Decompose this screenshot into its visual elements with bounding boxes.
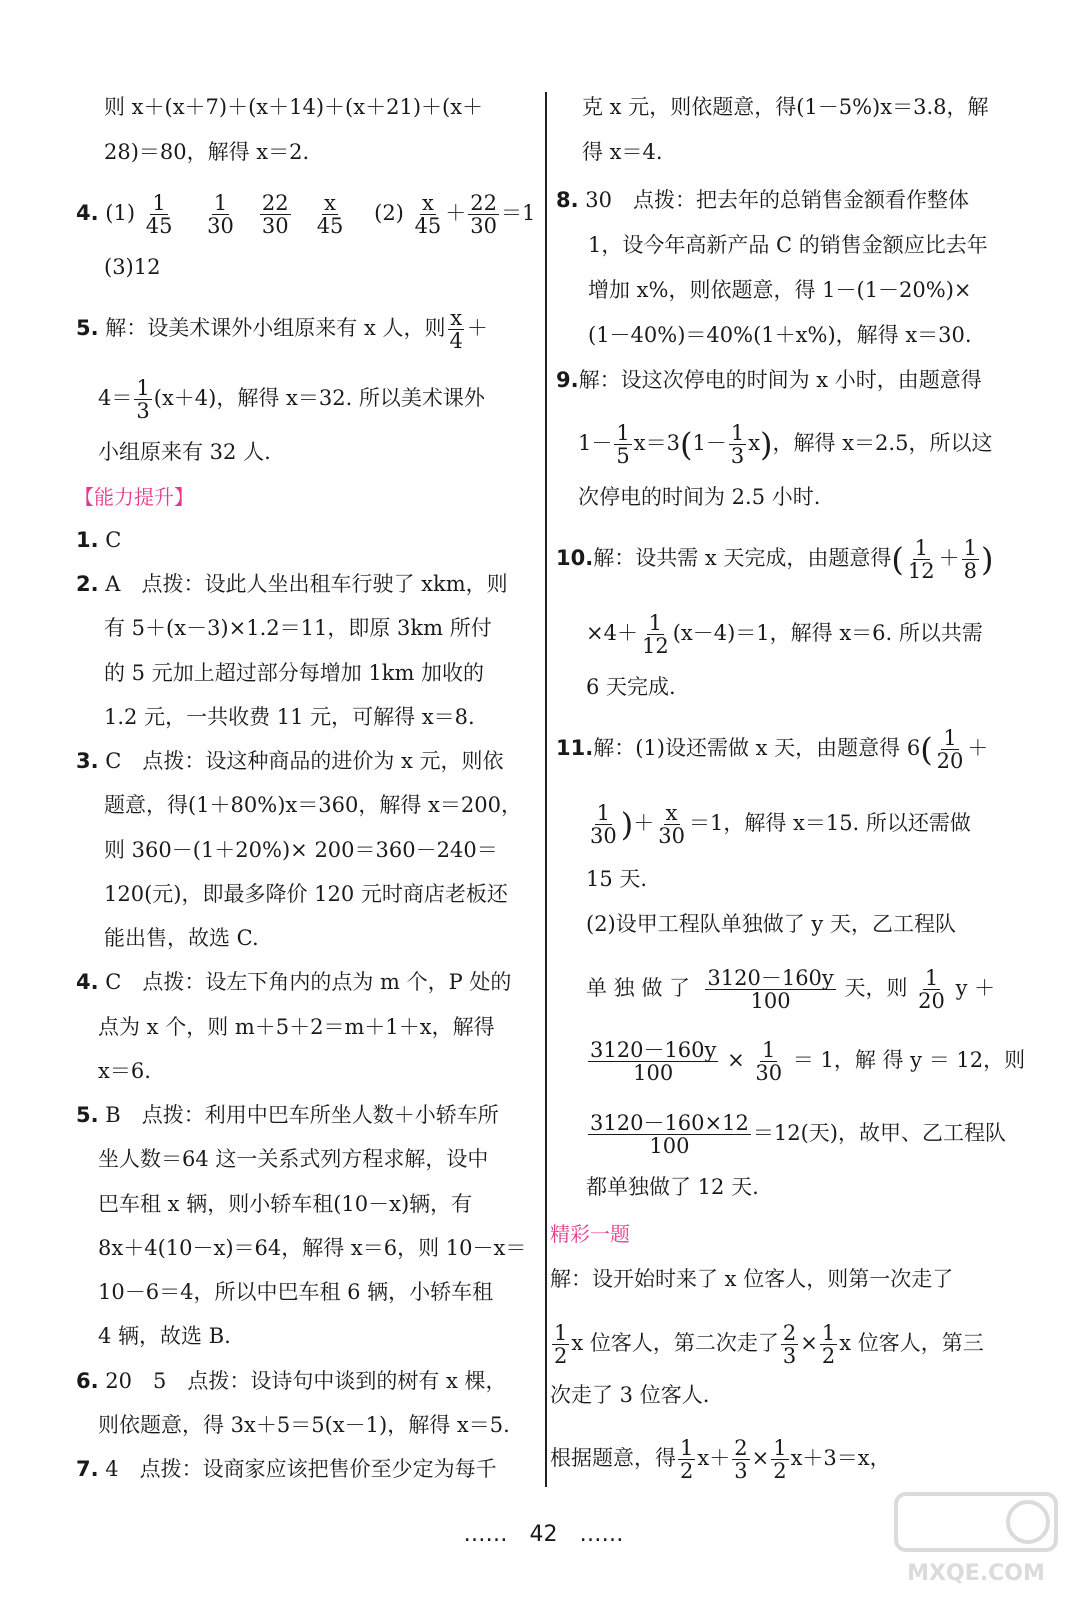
- text-line: 1，设今年高新产品 C 的销售金额应比去年: [588, 233, 988, 257]
- text-fragment: 天，则: [844, 976, 908, 1001]
- fraction: $\frac{x}{4}$: [449, 306, 463, 354]
- paren: (: [891, 540, 904, 579]
- question-number: 8.: [556, 188, 579, 212]
- answer-1: [76, 525, 121, 555]
- text-fragment: C 点拨：设这种商品的进价为 x 元，则依: [105, 749, 504, 773]
- question-number: 5.: [76, 1103, 99, 1127]
- fraction: $\frac{1}{5}$: [616, 421, 630, 469]
- text-fragment: 20 5 点拨：设诗句中谈到的树有 x 棵，: [105, 1369, 507, 1393]
- text-line: 6 天完成.: [586, 675, 676, 699]
- text-fragment: 1－: [578, 431, 613, 456]
- text-line: 都单独做了 12 天.: [586, 1175, 759, 1199]
- equation-line: [586, 1112, 1006, 1157]
- text-line: 坐人数＝64 这一关系式列方程求解，设中: [98, 1147, 489, 1171]
- equation-line: [550, 1322, 984, 1367]
- fraction: $\frac{1}{8}$: [963, 536, 977, 584]
- text-line: 15 天.: [586, 867, 648, 891]
- text-fragment: x＝3: [633, 431, 680, 456]
- question-number: 4.: [76, 201, 99, 226]
- text-line: (3)12: [104, 255, 161, 279]
- answer-10: [556, 537, 993, 582]
- paren: (: [920, 730, 933, 769]
- text-line: 则 360－(1＋20%)× 200＝360－240＝: [104, 838, 498, 862]
- text-line: (2)设甲工程队单独做了 y 天，乙工程队: [586, 912, 956, 936]
- fraction: $\frac{2}{3}$: [734, 1436, 748, 1484]
- text-line: 解：设美术课外小组原来有 x 人，则: [105, 316, 446, 341]
- answer-2: [76, 569, 508, 599]
- equation-line: [550, 1437, 891, 1482]
- answer-11: [556, 727, 988, 772]
- text-fragment: x 位客人，第三: [839, 1331, 984, 1356]
- fraction: $\frac{1}{3}$: [136, 376, 150, 424]
- question-number: 10.: [556, 546, 594, 571]
- fraction: $\frac{1}{12}$: [641, 611, 669, 659]
- answer-7: [76, 1454, 497, 1484]
- text-line: [550, 1264, 953, 1294]
- text-fragment: x＋3＝x，: [790, 1446, 891, 1471]
- text-fragment: 单 独 做 了: [586, 976, 691, 1001]
- fraction: $\frac{1}{20}$: [918, 966, 945, 1014]
- plus-sign: ＋: [633, 811, 655, 836]
- fraction: $\frac{1}{45}$: [145, 191, 173, 239]
- fraction: $\frac{x}{30}$: [658, 801, 685, 849]
- plus-sign: ＋: [466, 316, 488, 341]
- text-line: (1－40%)＝40%(1＋x%)，解得 x＝30.: [588, 323, 972, 347]
- text-fragment: C 点拨：设左下角内的点为 m 个，P 处的: [105, 970, 512, 994]
- fraction: $\frac{1}{2}$: [680, 1436, 694, 1484]
- text-line: 8x＋4(10－x)＝64，解得 x＝6，则 10－x＝: [98, 1236, 527, 1260]
- page-number: …… 42 ……: [463, 1522, 624, 1547]
- equation-line: [578, 422, 992, 467]
- answer-5b: [76, 1100, 499, 1130]
- fraction: $\frac{1}{30}$: [590, 801, 617, 849]
- question-number: 11.: [556, 736, 594, 761]
- text-fragment: 根据题意，得: [550, 1446, 676, 1471]
- text-line: 120(元)，即最多降价 120 元时商店老板还: [104, 882, 508, 906]
- text-fragment: B 点拨：利用中巴车所坐人数＋小轿车所: [105, 1103, 499, 1127]
- text-line: 4 辆，故选 B.: [98, 1324, 231, 1348]
- fraction: $\frac{1}{3}$: [730, 421, 745, 469]
- text-fragment: 4＝: [98, 386, 133, 411]
- text-line: 次停电的时间为 2.5 小时.: [578, 485, 821, 509]
- fraction: $\frac{x}{45}$: [414, 191, 442, 239]
- question-number: 4.: [76, 970, 99, 994]
- fraction: $\frac{22}{30}$: [261, 191, 289, 239]
- watermark-logo: [888, 1488, 1064, 1588]
- text-line: 增加 x%，则依题意，得 1－(1－20%)×: [588, 278, 972, 302]
- question-number: 2.: [76, 572, 99, 596]
- question-number: 1.: [76, 528, 99, 552]
- times-sign: ×: [751, 1446, 770, 1471]
- text-fragment: (x－4)＝1，解得 x＝6. 所以共需: [672, 621, 983, 646]
- equation-line: [586, 612, 983, 657]
- text-line: 次走了 3 位客人.: [550, 1383, 710, 1407]
- text-line: 有 5＋(x－3)×1.2＝11，即原 3km 所付: [104, 616, 492, 640]
- answer-6: [76, 1366, 507, 1396]
- text-fragment: x＋: [697, 1446, 731, 1471]
- column-divider: [545, 92, 547, 1487]
- fraction: $\frac{1}{2}$: [773, 1436, 787, 1484]
- answer-5: [76, 307, 488, 352]
- plus-sign: ＋: [938, 546, 960, 571]
- text-fragment: ＝1，解得 x＝15. 所以还需做: [688, 811, 971, 836]
- text-line: 小组原来有 32 人.: [98, 440, 271, 464]
- paren: ): [620, 805, 634, 844]
- text-fragment: x: [748, 431, 761, 456]
- fraction: $\frac{1}{30}$: [755, 1038, 783, 1086]
- fraction: $\frac{1}{2}$: [554, 1321, 568, 1369]
- plus-sign: ＋: [967, 736, 989, 761]
- text-fragment: 解：(1)设还需做 x 天，由题意得 6: [593, 736, 921, 761]
- text-fragment: 1－: [692, 431, 727, 456]
- question-number: 9.: [556, 368, 579, 392]
- answer-9: [556, 365, 982, 395]
- answer-3: [76, 746, 504, 776]
- paren: ): [981, 540, 994, 579]
- text-line: 1.2 元，一共收费 11 元，可解得 x＝8.: [104, 705, 475, 729]
- fraction: $\frac{1}{20}$: [936, 726, 964, 774]
- fraction: $\frac{2}{3}$: [782, 1321, 797, 1369]
- text-fragment: 解：设开始时来了 x 位客人，则第一次走了: [550, 1267, 954, 1291]
- text-fragment: ＝12(天)，故甲、乙工程队: [752, 1121, 1006, 1146]
- plus-sign: ＋: [445, 201, 467, 226]
- section-heading-ability: 【能力提升】: [74, 485, 194, 509]
- answer-4: [76, 192, 535, 237]
- paren: ): [760, 425, 773, 464]
- part-label: (2): [374, 201, 404, 226]
- text-line: 10－6＝4，所以中巴车租 6 辆，小轿车租: [98, 1280, 494, 1304]
- text-line: 的 5 元加上超过部分每增加 1km 加收的: [104, 661, 485, 685]
- text-line: 能出售，故选 C.: [104, 926, 259, 950]
- fraction: $\frac{3120-160\times 12}{100}$: [590, 1111, 749, 1159]
- equation-line: [586, 802, 971, 847]
- text-line: x＝6.: [98, 1059, 151, 1083]
- times-sign: ×: [727, 1048, 745, 1073]
- text-fragment: C: [105, 528, 122, 552]
- text-fragment: 解：设共需 x 天完成，由题意得: [593, 546, 892, 571]
- text-line: [98, 377, 485, 422]
- fraction: $\frac{1}{30}$: [207, 191, 234, 239]
- text-fragment: ×4＋: [586, 621, 638, 646]
- text-fragment: 4 点拨：设商家应该把售价至少定为每千: [105, 1457, 497, 1481]
- equation-line: [586, 967, 995, 1012]
- times-sign: ×: [800, 1331, 818, 1356]
- text-line: 得 x＝4.: [582, 140, 663, 164]
- text-line: 题意，得(1＋80%)x＝360，解得 x＝200，: [104, 793, 522, 817]
- paren: (: [679, 425, 693, 464]
- question-number: 3.: [76, 749, 99, 773]
- fraction: $\frac{1}{12}$: [907, 536, 935, 584]
- fraction: $\frac{x}{45}$: [316, 191, 344, 239]
- equation-line: [586, 1039, 1025, 1084]
- answer-8: [556, 185, 969, 215]
- text-line: 则依题意，得 3x＋5＝5(x－1)，解得 x＝5.: [98, 1413, 510, 1437]
- part-label: (1): [105, 201, 136, 226]
- text-fragment: 30 点拨：把去年的总销售金额看作整体: [585, 188, 970, 212]
- question-number: 7.: [76, 1457, 99, 1481]
- text-fragment: ，解得 x＝2.5，所以这: [772, 431, 993, 456]
- equation-result: ＝1: [501, 201, 536, 226]
- text-line: 巴车租 x 辆，则小轿车租(10－x)辆，有: [98, 1192, 473, 1216]
- text-fragment: y ＋: [955, 976, 996, 1001]
- fraction: $\frac{22}{30}$: [470, 191, 498, 239]
- answer-4b: [76, 967, 511, 997]
- text-line: 则 x＋(x＋7)＋(x＋14)＋(x＋21)＋(x＋: [104, 95, 484, 119]
- text-fragment: x 位客人，第二次走了: [571, 1331, 779, 1356]
- text-line: 点为 x 个，则 m＋5＋2＝m＋1＋x，解得: [98, 1015, 495, 1039]
- text-fragment: ＝ 1，解 得 y ＝ 12，则: [792, 1048, 1026, 1073]
- question-number: 5.: [76, 316, 99, 341]
- section-heading-highlight: 精彩一题: [550, 1222, 630, 1246]
- text-fragment: 解：设这次停电的时间为 x 小时，由题意得: [578, 368, 982, 392]
- text-fragment: A 点拨：设此人坐出租车行驶了 xkm，则: [105, 572, 508, 596]
- fraction: $\frac{1}{2}$: [821, 1321, 836, 1369]
- text-line: 28)＝80，解得 x＝2.: [104, 140, 310, 164]
- fraction: $\frac{3120-160y}{100}$: [590, 1038, 717, 1086]
- fraction: $\frac{3120-160y}{100}$: [707, 966, 834, 1014]
- text-line: 克 x 元，则依题意，得(1－5%)x＝3.8，解: [582, 95, 989, 119]
- text-fragment: (x＋4)，解得 x＝32. 所以美术课外: [153, 386, 485, 411]
- watermark-text: MXQE.COM: [907, 1561, 1045, 1586]
- question-number: 6.: [76, 1369, 99, 1393]
